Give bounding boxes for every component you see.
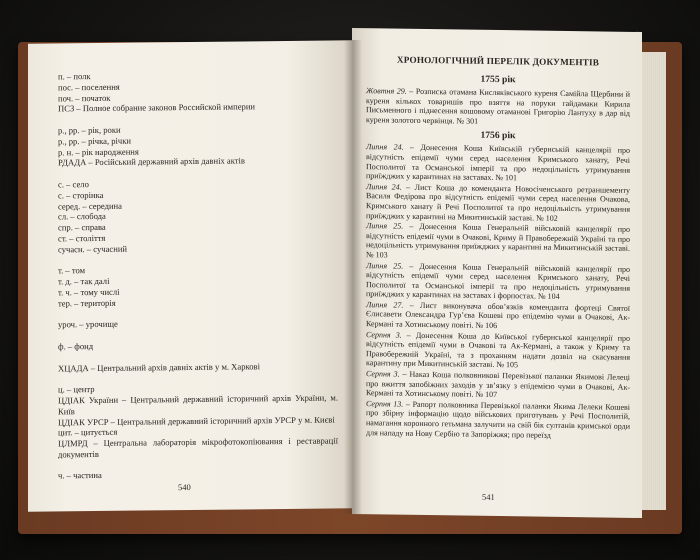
abbreviation-entry: ЦДІАК УРСР – Центральний державний історичний архів УРСР у м. Києві bbox=[58, 413, 335, 427]
document-entry bbox=[366, 143, 630, 185]
year-sections bbox=[366, 72, 630, 441]
abbreviation-entry: тер. – територія bbox=[58, 297, 116, 309]
abbreviation-entry: т. ч. – тому числі bbox=[58, 286, 120, 298]
entry-text: – Розписка отамана Кисляківського куреня Самійла Щербини й куреня кількох товаришів про взяття на поруки гайдамаки Кирила Письменного і піднесення кошовому отаманові Григорію Лантуху в дар від куреня золотого червінця. № 301 bbox=[366, 86, 630, 126]
document-entry bbox=[366, 369, 630, 401]
abbreviation-entry: р. н. – рік народження bbox=[58, 146, 139, 157]
entry-date: Серпня 13. bbox=[366, 398, 404, 409]
abbreviation-entry: ч. – частина bbox=[58, 470, 102, 481]
abbreviation-entry: спр. – справа bbox=[58, 222, 106, 233]
document-entry bbox=[366, 221, 630, 263]
abbreviation-entry: т. д. – так далі bbox=[58, 275, 110, 287]
document-entry bbox=[366, 300, 630, 332]
abbreviation-entry: ст. – століття bbox=[58, 232, 106, 244]
page-title: ХРОНОЛОГІЧНИЙ ПЕРЕЛІК ДОКУМЕНТІВ bbox=[396, 54, 600, 68]
chronological-list bbox=[366, 54, 630, 442]
entry-date: Серпня 3. bbox=[366, 369, 400, 379]
page-edges bbox=[640, 52, 666, 510]
abbreviation-entry: ПСЗ – Полное собрание законов Российской империи bbox=[58, 101, 256, 114]
year-heading: 1756 рік bbox=[480, 130, 516, 142]
entry-date: Липня 24. bbox=[366, 181, 402, 192]
document-entry bbox=[366, 182, 630, 224]
year-heading: 1755 рік bbox=[480, 73, 516, 86]
entry-date: Серпня 3. bbox=[366, 329, 402, 340]
left-page bbox=[28, 40, 352, 511]
abbreviation-entry: п. – полк bbox=[58, 71, 91, 82]
abbreviation-entry: т. – том bbox=[58, 265, 86, 276]
abbreviation-entry: сучасн. – сучасний bbox=[58, 243, 128, 255]
abbreviation-entry: пос. – поселення bbox=[58, 81, 120, 93]
entry-date: Липня 25. bbox=[366, 221, 404, 231]
abbreviation-entry: уроч. – урочище bbox=[58, 319, 118, 330]
entry-date: Липня 24. bbox=[366, 142, 404, 153]
abbreviation-entry: ЦЛМРД – Центральна лабораторія мікрофотокопіювання і реставрації документів bbox=[58, 435, 338, 460]
abbreviation-entry: р., рр. – рік, роки bbox=[58, 124, 121, 136]
abbreviation-entry: цит. – цитується bbox=[58, 427, 118, 438]
abbreviation-entry: серед. – середина bbox=[58, 200, 122, 211]
abbreviation-entry: р., рр. – річка, річки bbox=[58, 135, 132, 147]
abbreviation-entry: ф. – фонд bbox=[58, 340, 94, 352]
entry-text: – Донесення Коша Київській губернській канцелярії про відсутність епідемії чуми серед населення Кримського ханату, Речі Посполитої та Османської імперії та про недоцільність утримування приїжджих у карантинах на заставах. № 101 bbox=[366, 143, 630, 183]
abbreviation-list bbox=[58, 68, 338, 481]
abbreviation-entry: поч. – початок bbox=[58, 92, 111, 103]
document-entry bbox=[366, 261, 630, 303]
entry-text: – Лист Коша до коменданта Новосіченського ретраншементу Василя Федірова про відсутність епідемії чуми серед населення Очакова, Кримського ханату й Речі Посполитої та про недоцільність утримування приїжджих у карантині на Микитинській заставі. № 102 bbox=[366, 182, 631, 223]
abbreviation-entry: ц. – центр bbox=[58, 384, 95, 395]
book-gutter bbox=[344, 40, 362, 514]
document-entry bbox=[366, 330, 630, 372]
entry-text: – Донесення Коша до Київської губернської канцелярії про відсутність епідемії чуми в Очакові та Ак-Кермані, а також у Криму та Правобережній Україні, та з проханням надати дозвіл на скасування карантину при Микитинській заставі. № 105 bbox=[366, 330, 631, 370]
document-entry bbox=[366, 86, 630, 128]
entry-text: – Донесення Коша Генеральній військовій канцелярії про відсутність епідемії чуми в Очакові, Криму й Правобережній Україні та про недоцільність утримування приїжджих у карантині на Микитинській заставі. № 103 bbox=[366, 221, 631, 260]
entry-date: Липня 25. bbox=[366, 260, 404, 271]
abbreviation-entry: РДАДА – Російський державний архів давніх актів bbox=[58, 155, 245, 168]
abbreviation-entry: с. – сторінка bbox=[58, 189, 104, 201]
abbreviation-entry: сл. – слобода bbox=[58, 211, 106, 222]
abbreviation-entry: ХЦАДА – Центральний архів давніх актів у м. Харкові bbox=[58, 360, 260, 373]
entry-text: – Наказ Коша полковникові Перевізької паланки Якимові Лелеці про вжиття запобіжних заходів у зв’язку з епідемією чуми в Очакові, Ак-Кермані та Хотинському повіті. № 107 bbox=[366, 369, 631, 400]
entry-text: – Рапорт полковника Перевізької паланки Якима Лелеки Кошеві про збірну інформацію щодо військових приготувань у Речі Посполитій, намагання коронного гетьмана залучити на свій бік султанів кримської орди для нападу на Нову Сербію та Запоріжжя; про переїзд bbox=[366, 399, 630, 440]
left-page-number: 540 bbox=[178, 481, 191, 493]
document-entry bbox=[366, 399, 630, 441]
right-page-number: 541 bbox=[482, 491, 495, 502]
abbreviation-entry: ЦДІАК України – Центральний державний історичний архів України, м. Київ bbox=[58, 392, 338, 417]
abbreviation-entry: с. – село bbox=[58, 179, 89, 190]
entry-text: – Лист виконувача обов’язків коменданта фортеці Святої Єлисавети Олександра Гур’єва Кошеві про епідемію чуми в Очакові, Ак-Кермані та Хотинському повіті. № 106 bbox=[366, 300, 630, 331]
entry-date: Жовтня 29. bbox=[366, 86, 407, 96]
entry-date: Липня 27. bbox=[366, 300, 404, 310]
entry-text: – Донесення Коша Генеральній військовій канцелярії про відсутність епідемії чуми серед населення Кримського ханату, Речі Посполитої та Османської імперії та про недоцільність утримування приїжджих у карантинах на заставах і форпостах. № 104 bbox=[366, 261, 631, 302]
right-page bbox=[352, 28, 642, 518]
